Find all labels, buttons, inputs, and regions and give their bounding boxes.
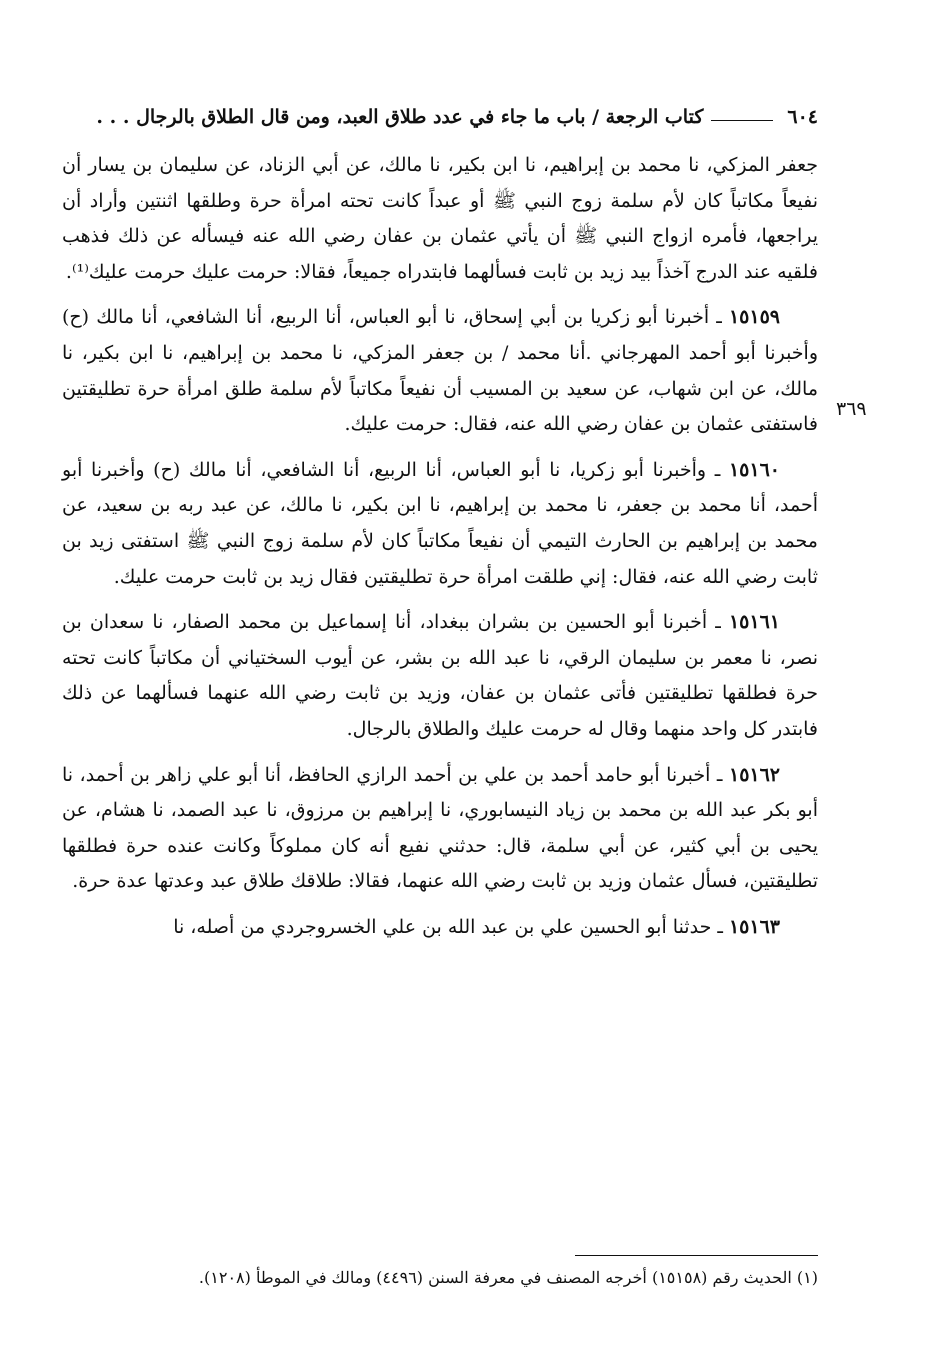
hadith-text: ـ أخبرنا أبو حامد أحمد بن علي بن أحمد الرازي الحافظ، أنا أبو علي زاهر بن أحمد، نا أبو بكر عبد الله بن محمد بن زياد النيسابوري، نا إبراهيم بن مرزوق، نا عبد الصمد، نا هشام، عن يحيى بن أبي كثير، عن أبي سلمة، قال: حدثني نفيع أنه كان مملوكاً وكانت عنده حرة فطلقها تطليقتين، فسأل عثمان وزيد بن ثابت رضي الله عنهما، فقالا: طلاقك طلاق عبد وعدتها عدة حرة. — [62, 763, 818, 893]
hadith-paragraph — [62, 910, 818, 946]
hadith-number: ١٥١٦٣ — [728, 915, 780, 938]
hadith-number: ١٥١٦٠ — [728, 458, 780, 481]
footnote-separator — [575, 1255, 818, 1256]
header-rule — [711, 120, 773, 121]
hadith-number: ١٥١٥٩ — [728, 306, 780, 329]
paragraph — [62, 148, 818, 290]
footnote: (١) الحديث رقم (١٥١٥٨) أخرجه المصنف في معرفة السنن (٤٤٩٦) ومالك في الموطأ (١٢٠٨). — [198, 1268, 818, 1287]
hadith-paragraph — [62, 605, 818, 747]
hadith-paragraph — [62, 453, 818, 595]
main-text — [62, 148, 818, 955]
hadith-text: ـ وأخبرنا أبو زكريا، نا أبو العباس، أنا الربيع، أنا الشافعي، أنا مالك (ح) وأخبرنا أبو أحمد، أنا محمد بن جعفر، نا محمد بن إبراهيم، نا ابن بكير، نا مالك، عن عبد ربه بن سعيد، عن محمد بن إبراهيم بن الحارث التيمي أن نفيعاً مكاتباً كان لأم سلمة زوج النبي ﷺ استفتى زيد بن ثابت رضي الله عنه، فقال: إني طلقت امرأة حرة تطليقتين فقال زيد بن ثابت حرمت عليك. — [62, 458, 818, 588]
hadith-paragraph — [62, 300, 818, 442]
page-number: ٦٠٤ — [787, 106, 818, 128]
hadith-number: ١٥١٦٢ — [728, 763, 781, 786]
hadith-text: ـ أخبرنا أبو الحسين بن بشران ببغداد، أنا إسماعيل بن محمد الصفار، نا سعدان بن نصر، نا معمر بن سليمان الرقي، نا عبد الله بن بشر، عن أيوب السختياني أن مكاتباً كانت تحته حرة فطلقها تطليقتين فأتى عثمان بن عفان، وزيد بن ثابت رضي الله عنهما فسألهما عن ذلك فابتدر كل واحد منهما وقال له حرمت عليك والطلاق بالرجال. — [62, 611, 818, 740]
running-title: كتاب الرجعة / باب ما جاء في عدد طلاق العبد، ومن قال الطلاق بالرجال . . . — [96, 106, 704, 128]
hadith-text: ـ حدثنا أبو الحسين علي بن عبد الله بن علي الخسروجردي من أصله، نا — [173, 915, 723, 938]
page-header — [62, 88, 818, 128]
hadith-text: ـ أخبرنا أبو زكريا بن أبي إسحاق، نا أبو العباس، أنا الربيع، أنا الشافعي، أنا مالك (ح) وأخبرنا أبو أحمد المهرجاني .أنا محمد / بن جعفر المزكي، نا محمد بن إبراهيم، نا ابن بكير، نا مالك، عن ابن شهاب، عن سعيد بن المسيب أن نفيعاً مكاتباً لأم سلمة طلق امرأة حرة تطليقتين فاستفتى عثمان بن عفان رضي الله عنه، فقال: حرمت عليك. — [62, 306, 818, 436]
margin-page-reference: ٣٦٩ — [836, 398, 867, 420]
hadith-paragraph — [62, 758, 818, 900]
hadith-number: ١٥١٦١ — [728, 611, 780, 634]
paragraph-text: جعفر المزكي، نا محمد بن إبراهيم، نا ابن بكير، نا مالك، عن أبي الزناد، عن سليمان بن يسار أن نفيعاً مكاتباً كان لأم سلمة زوج النبي ﷺ أو عبداً كانت تحته امرأة حرة وطلقها اثنتين وأراد أن يراجعها، فأمره ازواج النبي ﷺ أن يأتي عثمان بن عفان رضي الله عنه فيسأله عن ذلك فذهب فلقيه عند الدرج آخذاً بيد زيد بن ثابت فسألهما فابتدراه جميعاً، فقالا: حرمت عليك حرمت عليك⁽¹⁾. — [62, 154, 818, 283]
